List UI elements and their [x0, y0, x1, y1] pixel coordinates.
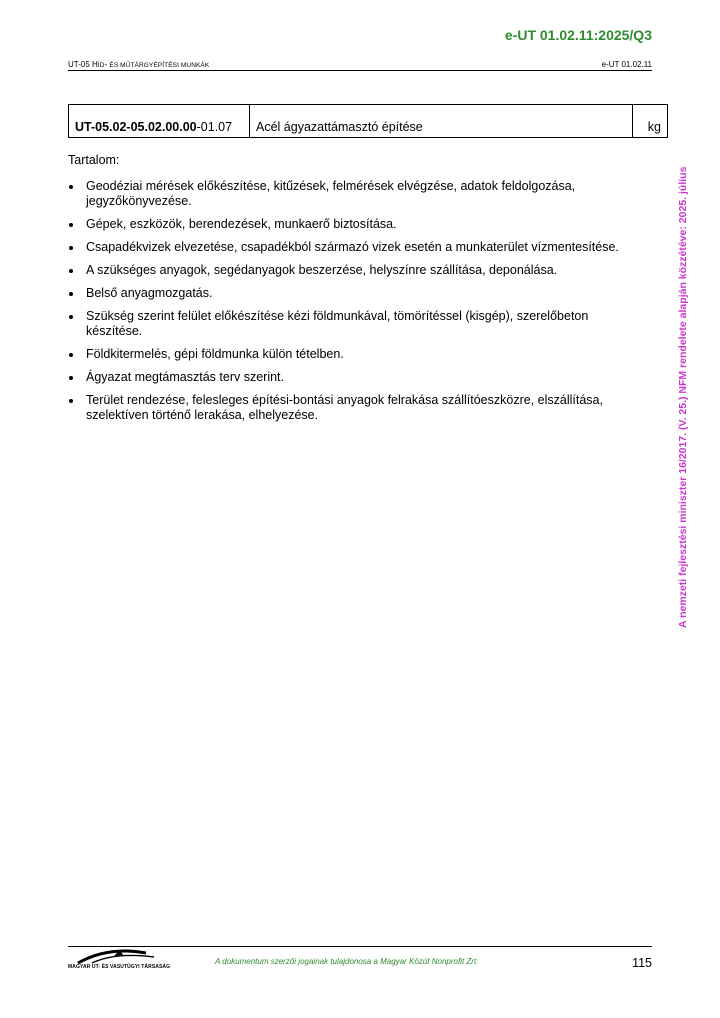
bullet-icon — [69, 376, 73, 380]
list-item-text: Geodéziai mérések előkészítése, kitűzések, felmérések elvégzése, adatok feldolgozása, jegyzőkönyvezése. — [86, 179, 576, 208]
list-item — [68, 309, 628, 339]
copyright-notice: A dokumentum szerzői jogainak tulajdonosa a Magyar Közút Nonprofit Zrt. — [215, 957, 479, 966]
content-bullet-list — [68, 179, 628, 423]
content-title: Tartalom: — [68, 153, 120, 167]
publication-side-note: A nemzeti fejlesztési miniszter 16/2017. (V. 25.) NFM rendelete alapján közzétéve: 2025. július — [677, 166, 689, 628]
list-item — [68, 217, 628, 232]
chapter-sc-part1: ÍD — [97, 62, 105, 69]
list-item-text: Terület rendezése, felesleges építési-bontási anyagok felrakása szállítóeszközre, elszállítása, szelektíven történő lerakása, elhelyezése. — [86, 393, 603, 422]
list-item-text: Földkitermelés, gépi földmunka külön tételben. — [86, 347, 344, 361]
bullet-icon — [69, 315, 73, 319]
list-item-text: Csapadékvizek elvezetése, csapadékból származó vizek esetén a munkaterület vízmentesítése. — [86, 240, 619, 254]
page-number: 115 — [632, 956, 652, 970]
header-doc-ref: e-UT 01.02.11 — [601, 60, 652, 69]
chapter-hyphen: - — [104, 60, 110, 69]
list-item-text: Gépek, eszközök, berendezések, munkaerő biztosítása. — [86, 217, 397, 231]
item-code-main: UT-05.02-05.02.00.00 — [75, 120, 197, 134]
society-logo — [68, 948, 171, 970]
road-swoosh-icon — [68, 948, 160, 964]
chapter-prefix: UT-05 H — [68, 60, 98, 69]
list-item-text: Szükség szerint felület előkészítése kézi földmunkával, tömörítéssel (kisgép), szerelőbeton készítése. — [86, 309, 589, 338]
list-item-text: Ágyazat megtámasztás terv szerint. — [86, 370, 284, 384]
item-header-table — [68, 104, 668, 138]
list-item — [68, 240, 628, 255]
bullet-icon — [69, 246, 73, 250]
item-name-cell: Acél ágyazattámasztó építése — [250, 105, 633, 137]
item-code-cell — [69, 105, 250, 137]
bullet-icon — [69, 399, 73, 403]
bullet-icon — [69, 223, 73, 227]
item-code-suffix: -01.07 — [196, 120, 233, 134]
chapter-title — [68, 60, 209, 69]
list-item-text: Belső anyagmozgatás. — [86, 286, 213, 300]
list-item — [68, 286, 628, 301]
bullet-icon — [69, 353, 73, 357]
footer-divider — [68, 946, 652, 947]
bullet-icon — [69, 292, 73, 296]
chapter-sc-part2: ÉS MŰTÁRGYÉPÍTÉSI MUNKÁK — [109, 62, 210, 69]
bullet-icon — [69, 185, 73, 189]
content-section — [68, 153, 628, 431]
item-unit-cell: kg — [647, 120, 661, 134]
list-item — [68, 393, 628, 423]
list-item — [68, 347, 628, 362]
list-item — [68, 179, 628, 209]
logo-text: MAGYAR UT- ÉS VASUTÜGYI TÁRSASÁG — [68, 964, 171, 970]
list-item — [68, 263, 628, 278]
list-item-text: A szükséges anyagok, segédanyagok beszerzése, helyszínre szállítása, deponálása. — [86, 263, 558, 277]
bullet-icon — [69, 269, 73, 273]
document-code: e-UT 01.02.11:2025/Q3 — [504, 27, 652, 43]
list-item — [68, 370, 628, 385]
running-header — [68, 60, 652, 71]
